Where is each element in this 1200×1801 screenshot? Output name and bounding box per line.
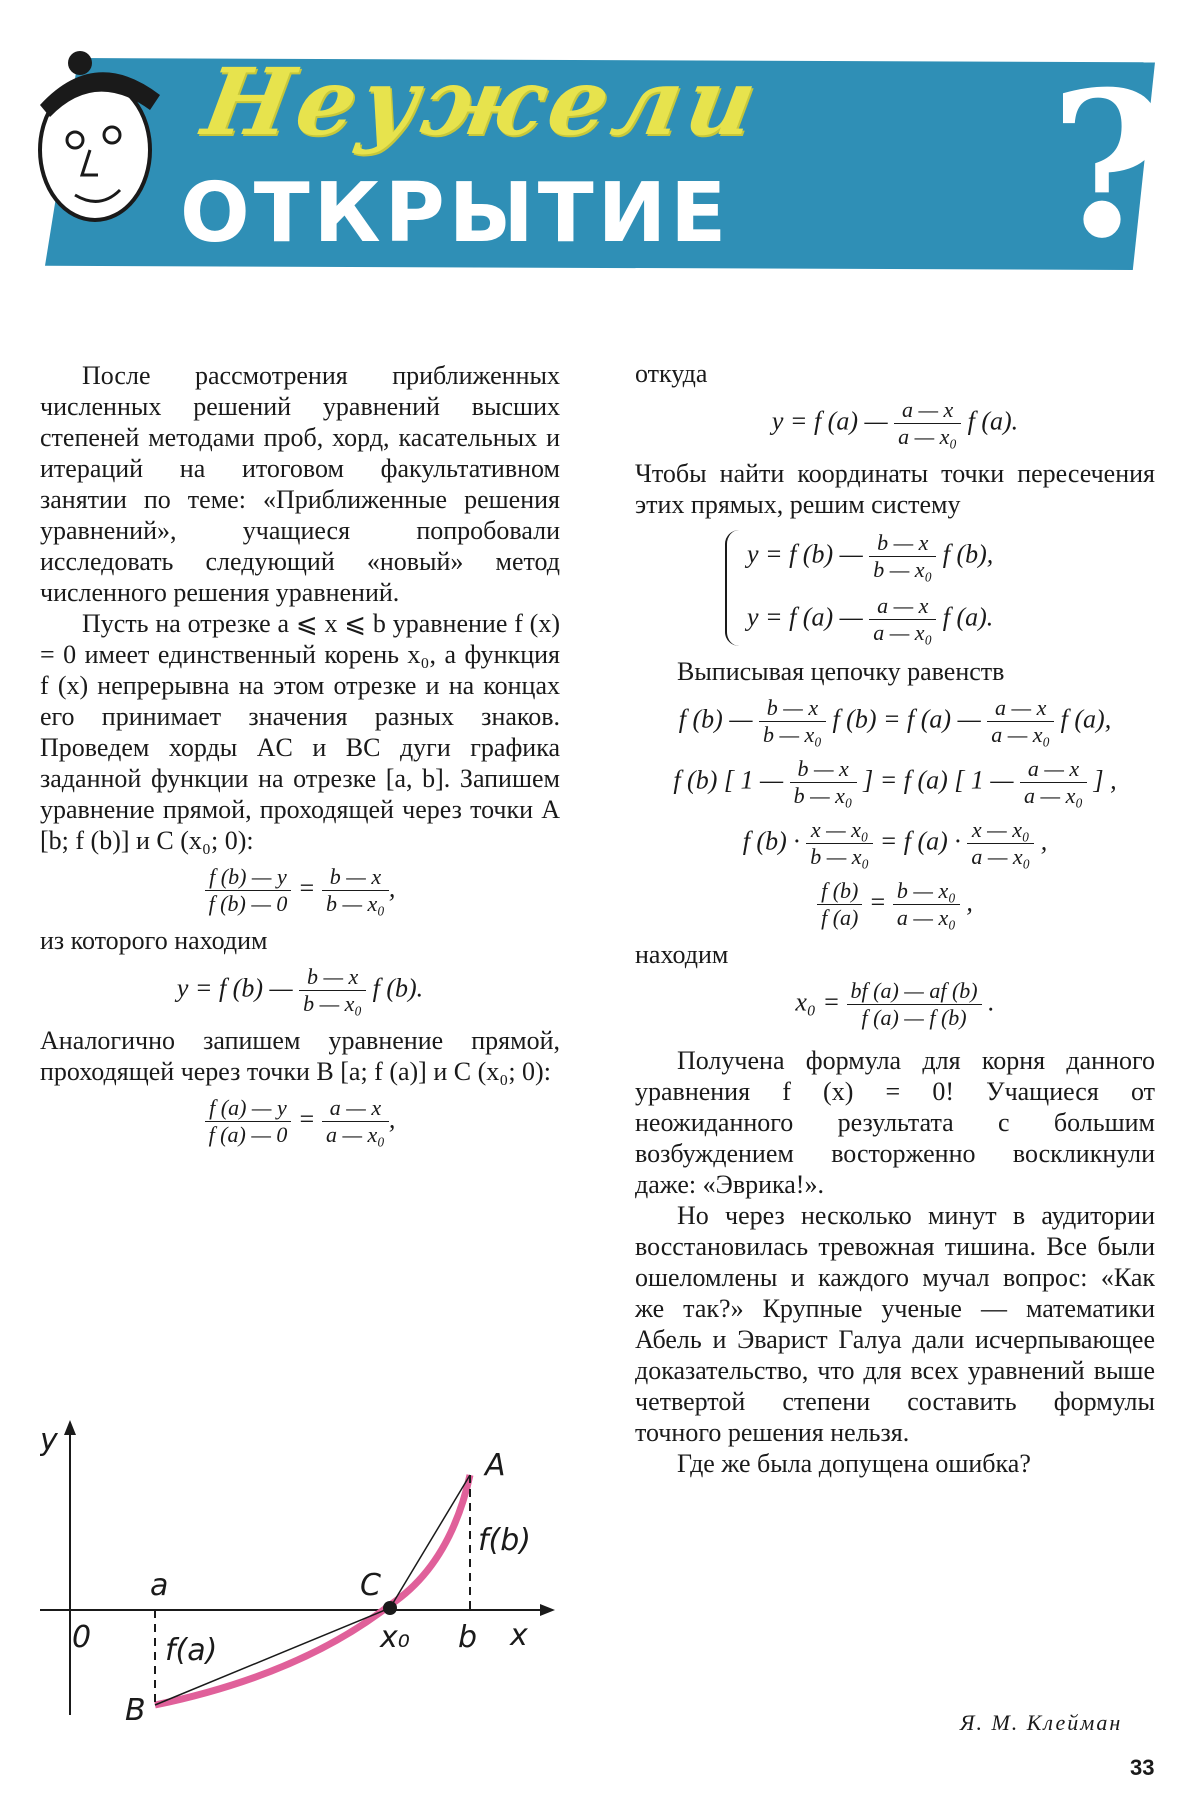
- label-a: a: [150, 1568, 169, 1603]
- paragraph-analog: Аналогично запишем уравнение прямой, проходящей через точки B [a; f (a)] и C (x₀; 0):: [40, 1026, 560, 1086]
- origin-label: 0: [72, 1620, 92, 1655]
- paragraph-eureka: Получена формула для корня данного уравнения f (x) = 0! Учащиеся от неожиданного результата с большим возбуждением восторженно воскликнули даже: «Эврика!».: [635, 1046, 1155, 1199]
- chain-line-2: f (b) [ 1 — $\frac{b — x}{\text{b — x₀}}$ ] = f (a) [ 1 — $\frac{a — x}{\text{a — x₀}}$ ] ,: [673, 756, 1117, 808]
- label-b: b: [458, 1620, 478, 1655]
- formula-line-bc: $\frac{f (a) — y}{f (a) — 0}$ = $\frac{a — x}{\text{a — x₀}}$ ,: [40, 1095, 560, 1148]
- label-x0: x₀: [380, 1620, 410, 1655]
- page-number: 33: [1130, 1755, 1155, 1780]
- paragraph-setup: Пусть на отрезке a ⩽ x ⩽ b уравнение f (x) = 0 имеет единственный корень x₀, а функция f (x) непрерывна на этом отрезке и на концах его принимает значения разных знаков. Проведем хорды AC и BC дуги графика заданной функции на отрезке [a, b]. Запишем уравнение прямой, проходящей через точки A [b; f (b)] и C (x₀; 0):: [40, 609, 560, 855]
- label-A: A: [485, 1448, 506, 1483]
- paragraph-question: Где же была допущена ошибка?: [677, 1449, 1031, 1478]
- paragraph-find: из которого находим: [40, 926, 268, 955]
- paragraph-chain-intro: Выписывая цепочку равенств: [677, 657, 1005, 686]
- curve-arc: [155, 1475, 470, 1705]
- label-fa: f(a): [165, 1633, 218, 1668]
- right-column: [635, 358, 1155, 1479]
- y-axis-label: y: [40, 1423, 58, 1458]
- chain-line-4: $\frac{f (b)}{f (a)}$ = $\frac{\text{b — x₀}}{\text{a — x₀}}$ ,: [635, 878, 1155, 931]
- title-line-1: Неужели: [195, 48, 770, 156]
- label-C: C: [360, 1568, 381, 1603]
- chord-ac: [390, 1475, 470, 1608]
- author-signature: Я. М. Клейман: [960, 1710, 1123, 1735]
- point-c: [383, 1601, 397, 1615]
- title-line-2: ОТКРЫТИЕ: [180, 166, 731, 261]
- function-graph: [40, 1415, 560, 1735]
- paragraph-system-intro: Чтобы найти координаты точки пересечения этих прямых, решим систему: [635, 459, 1155, 519]
- chain-line-1: f (b) — $\frac{b — x}{\text{b — x₀}}$ f (b) = f (a) — $\frac{a — x}{\text{a — x₀}}$ f (a),: [678, 695, 1112, 747]
- paragraph-whence: откуда: [635, 359, 708, 388]
- paragraph-intro: После рассмотрения приближенных численных решений уравнений высших степеней методами проб, хорд, касательных и итераций на итоговом факультативном занятии по теме: «Приближенные решения уравнений», учащиеся попробовали исследовать следующий «новый» метод численного решения уравнений.: [40, 361, 560, 607]
- label-B: B: [125, 1693, 146, 1728]
- formula-y-b: y = f (b) — $\frac{b — x}{\text{b — x₀}}$ f (b).: [176, 964, 424, 1016]
- x-axis-label: x: [510, 1618, 528, 1653]
- x-axis-arrow: [540, 1604, 555, 1616]
- formula-line-ac: $\frac{f (b) — y}{f (b) — 0}$ = $\frac{b — x}{\text{b — x₀}}$ ,: [40, 864, 560, 917]
- left-column: [40, 360, 560, 1156]
- mascot-illustration: [20, 35, 180, 255]
- paragraph-silence: Но через несколько минут в аудитории восстановилась тревожная тишина. Все были ошеломлены и каждого мучал вопрос: «Как же так?» Крупные ученые — математики Абель и Эварист Галуа дали исчерпывающее доказательство, что для всех уравнений выше четвертой степени составить формулы точного решения нельзя.: [635, 1201, 1155, 1447]
- formula-y-a: y = f (a) — $\frac{a — x}{\text{a — x₀}}$ f (a).: [771, 397, 1019, 449]
- equation-system: y = f (b) — $\frac{b — x}{\text{b — x₀}}$ f (b), y = f (a) — $\frac{a — x}{\text{a — x₀}}$ f (a).: [725, 530, 1155, 646]
- chain-line-3: f (b) · $\frac{\text{x — x₀}}{\text{b — x₀}}$ = f (a) · $\frac{\text{x — x₀}}{\text{a — x₀}}$ ,: [742, 817, 1048, 869]
- label-fb: f(b): [478, 1523, 532, 1558]
- y-axis-arrow: [64, 1420, 76, 1435]
- paragraph-find-root: находим: [635, 940, 729, 969]
- formula-root: x₀ = $\frac{bf (a) — af (b)}{f (a) — f (b)}$ .: [795, 978, 995, 1030]
- title-question-mark: ?: [1050, 48, 1168, 283]
